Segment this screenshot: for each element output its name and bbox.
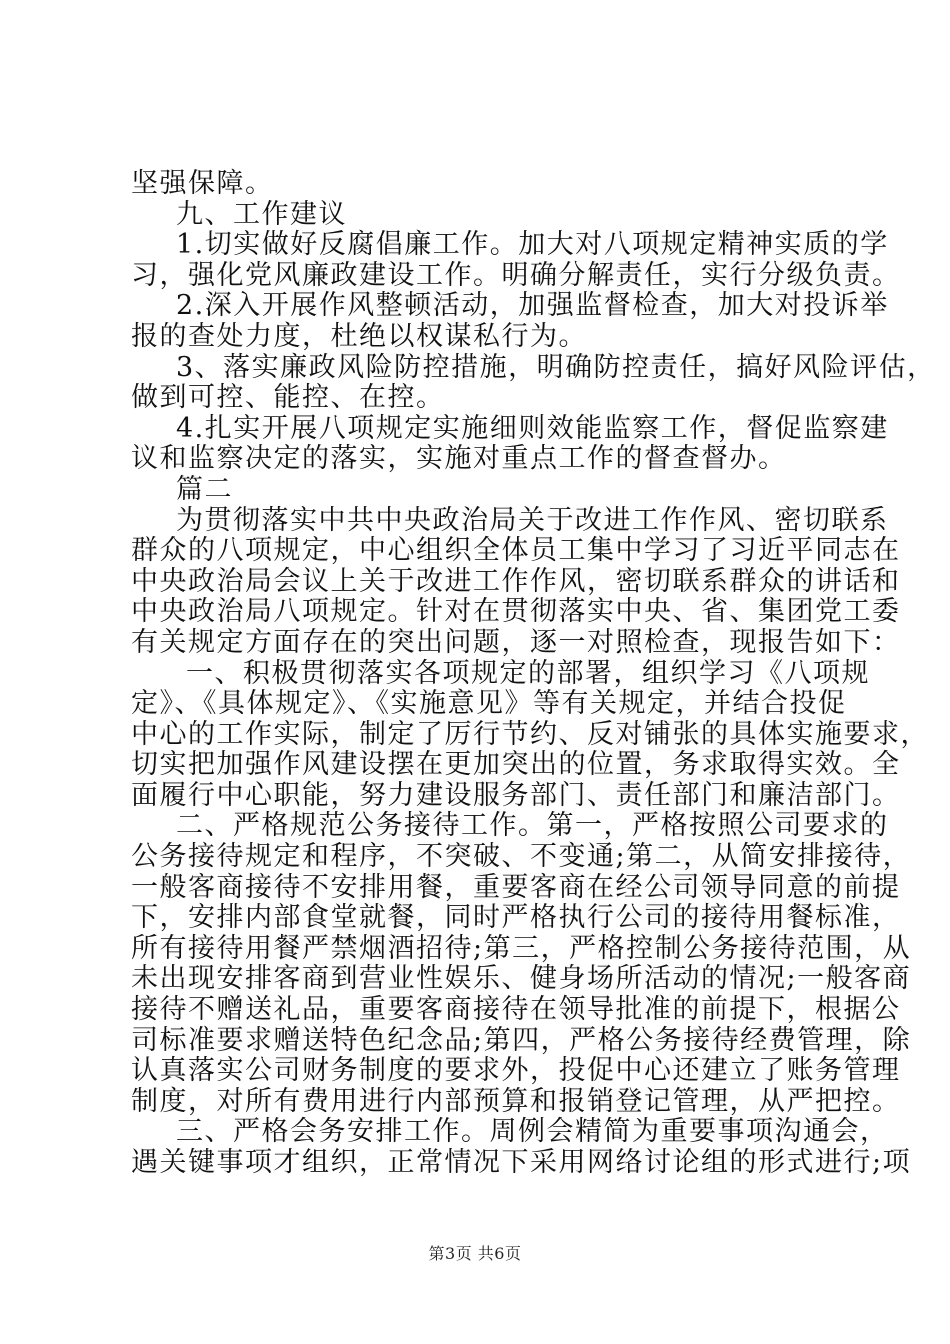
text-line: 公务接待规定和程序，不突破、不变通;第二，从简安排接待，	[131, 841, 912, 872]
text-line: 报的查处力度，杜绝以权谋私行为。	[131, 321, 587, 352]
text-line: 所有接待用餐严禁烟酒招待;第三，严格控制公务接待范围，从	[131, 933, 912, 964]
text-line: 中央政治局八项规定。针对在贯彻落实中央、省、集团党工委	[131, 596, 901, 627]
section-heading: 篇二	[176, 474, 233, 505]
text-line: 下，安排内部食堂就餐，同时严格执行公司的接待用餐标准，	[131, 902, 901, 933]
text-line: 三、严格会务安排工作。周例会精简为重要事项沟通会，	[176, 1116, 889, 1147]
text-line: 3、落实廉政风险防控措施，明确防控责任，搞好风险评估，	[176, 352, 936, 383]
text-line: 制度，对所有费用进行内部预算和报销登记管理，从严把控。	[131, 1086, 901, 1117]
section-heading: 九、工作建议	[176, 199, 347, 230]
text-line: 司标准要求赠送特色纪念品;第四，严格公务接待经费管理，除	[131, 1025, 912, 1056]
text-line: 为贯彻落实中共中央政治局关于改进工作作风、密切联系	[176, 505, 889, 536]
text-line: 遇关键事项才组织，正常情况下采用网络讨论组的形式进行;项	[131, 1147, 912, 1178]
text-line: 未出现安排客商到营业性娱乐、健身场所活动的情况;一般客商	[131, 963, 912, 994]
text-line: 中央政治局会议上关于改进工作作风，密切联系群众的讲话和	[131, 566, 901, 597]
text-line: 二、严格规范公务接待工作。第一，严格按照公司要求的	[176, 810, 889, 841]
text-line: 接待不赠送礼品，重要客商接待在领导批准的前提下，根据公	[131, 994, 901, 1025]
text-line: 1.切实做好反腐倡廉工作。加大对八项规定精神实质的学	[176, 229, 889, 260]
text-line: 中心的工作实际，制定了厉行节约、反对铺张的具体实施要求，	[131, 719, 929, 750]
text-line: 4.扎实开展八项规定实施细则效能监察工作，督促监察建	[176, 413, 889, 444]
text-line: 群众的八项规定，中心组织全体员工集中学习了习近平同志在	[131, 535, 901, 566]
text-line: 面履行中心职能，努力建设服务部门、责任部门和廉洁部门。	[131, 780, 901, 811]
text-line: 认真落实公司财务制度的要求外，投促中心还建立了账务管理	[131, 1055, 901, 1086]
text-line: 做到可控、能控、在控。	[131, 382, 445, 413]
text-line: 坚强保障。	[131, 168, 274, 199]
text-line: 有关规定方面存在的突出问题，逐一对照检查，现报告如下：	[131, 627, 901, 658]
page-footer: 第3页 共6页	[428, 1244, 522, 1263]
text-line: 一、积极贯彻落实各项规定的部署，组织学习《八项规	[186, 658, 870, 689]
text-line: 2.深入开展作风整顿活动，加强监督检查，加大对投诉举	[176, 290, 889, 321]
text-line: 习，强化党风廉政建设工作。明确分解责任，实行分级负责。	[131, 260, 901, 291]
text-line: 议和监察决定的落实，实施对重点工作的督查督办。	[131, 443, 787, 474]
text-line: 定》、《具体规定》、《实施意见》等有关规定，并结合投促	[131, 688, 847, 719]
text-line: 一般客商接待不安排用餐，重要客商在经公司领导同意的前提	[131, 872, 901, 903]
text-line: 切实把加强作风建设摆在更加突出的位置，务求取得实效。全	[131, 749, 901, 780]
